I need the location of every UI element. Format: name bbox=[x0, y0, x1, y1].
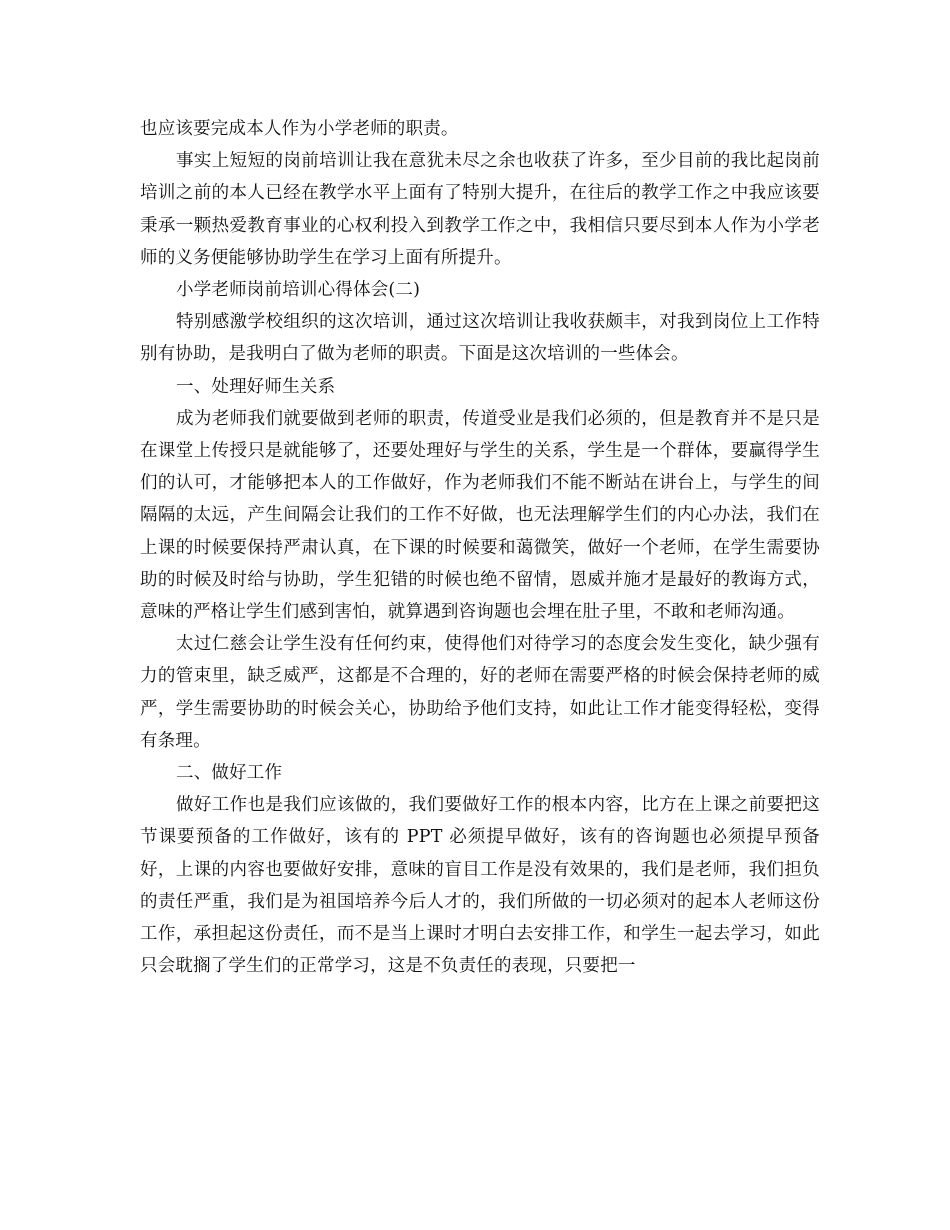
paragraph-preparation: 做好工作也是我们应该做的，我们要做好工作的根本内容，比方在上课之前要把这节课要预备的工作做好，该有的 PPT 必须提早做好，该有的咨询题也必须提早预备好，上课的内容也要做好安排，意味的盲目工作是没有效果的，我们是老师，我们担负的责任严重，我们是为祖国培养今后人才的，我们所做的一切必须对的起本人老师这份工作，承担起这份责任，而不是当上课时才明白去安排工作，和学生一起去学习，如此只会耽搁了学生们的正常学习，这是不负责任的表现，只要把一 bbox=[140, 795, 820, 977]
paragraph-gratitude: 特别感激学校组织的这次培训，通过这次培训让我收获颇丰，对我到岗位上工作特别有协助，是我明白了做为老师的职责。下面是这次培训的一些体会。 bbox=[140, 312, 820, 365]
section-title: 小学老师岗前培训心得体会(二) bbox=[176, 280, 421, 301]
paragraph-teacher-duties: 成为老师我们就要做到老师的职责，传道受业是我们必须的，但是教育并不是只是在课堂上传授只是就能够了，还要处理好与学生的关系，学生是一个群体，要赢得学生们的认可，才能够把本人的工作做好，作为老师我们不能不断站在讲台上，与学生的间隔隔的太远，产生间隔会让我们的工作不好做，也无法理解学生们的内心办法，我们在上课的时候要保持严肃认真，在下课的时候要和蔼微笑，做好一个老师，在学生需要协助的时候及时给与协助，学生犯错的时候也绝不留情，恩威并施才是最好的教诲方式，意味的严格让学生们感到害怕，就算遇到咨询题也会埋在肚子里，不敢和老师沟通。 bbox=[140, 408, 820, 623]
paragraph-continuation: 也应该要完成本人作为小学老师的职责。 bbox=[140, 119, 459, 139]
subheading-do-work-well: 二、做好工作 bbox=[176, 763, 283, 784]
paragraph-discipline: 太过仁慈会让学生没有任何约束，使得他们对待学习的态度会发生变化，缺少强有力的管束里，缺乏威严，这都是不合理的，好的老师在需要严格的时候会保持老师的威严，学生需要协助的时候会关心，协助给予他们支持，如此让工作才能变得轻松，变得有条理。 bbox=[140, 634, 820, 751]
document-body bbox=[140, 113, 820, 982]
paragraph-training-reflection: 事实上短短的岗前培训让我在意犹未尽之余也收获了许多，至少目前的我比起岗前培训之前的本人已经在教学水平上面有了特别大提升，在往后的教学工作之中我应该要秉承一颗热爱教育事业的心权利投入到教学工作之中，我相信只要尽到本人作为小学老师的义务便能够协助学生在学习上面有所提升。 bbox=[140, 151, 820, 268]
subheading-teacher-student-relations: 一、处理好师生关系 bbox=[176, 376, 336, 397]
